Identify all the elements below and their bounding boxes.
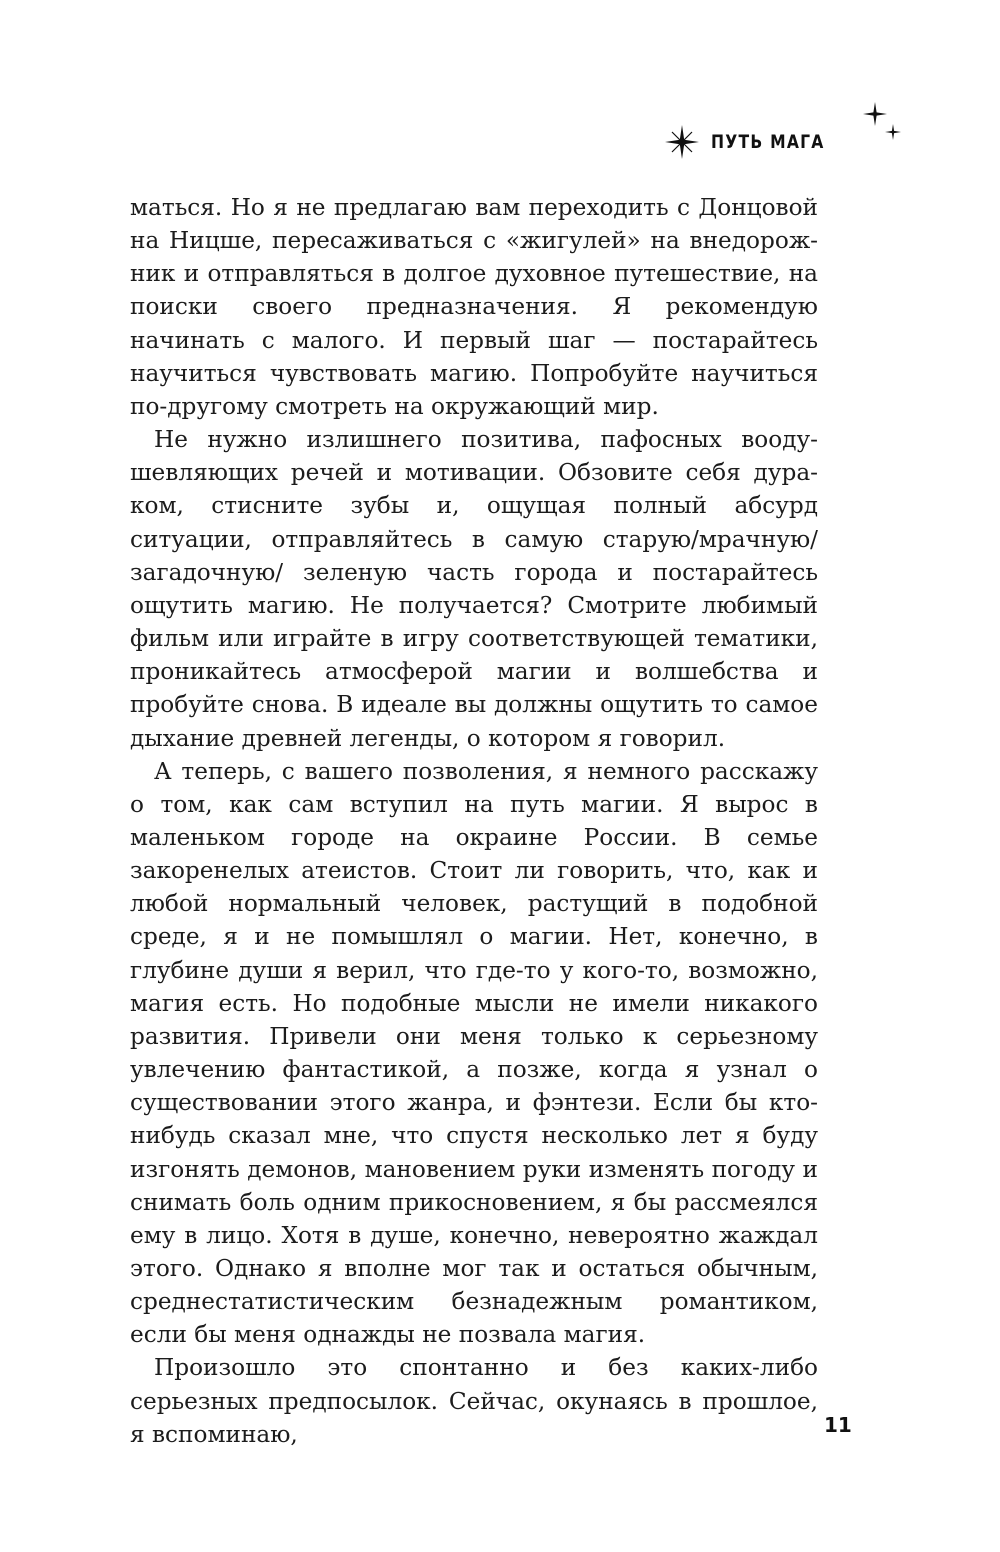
sparkle-stars-icon <box>862 102 902 144</box>
paragraph: А теперь, с вашего позволения, я немного расскажу о том, как сам вступил на путь магии. Я вырос в маленьком городе на окраине России. В семье закоренелых атеистов. Стоит ли говорить, что, как и любой нормальный человек, растущий в подобной среде, я и не помышлял о магии. Нет, конечно, в глубине души я верил, что где-то у кого-то, возможно, магия есть. Но подобные мысли не имели никакого развития. Привели они меня только к серьезному увлечению фантастикой, а позже, когда я узнал о существовании этого жанра, и фэнтези. Если бы кто-нибудь сказал мне, что спустя несколько лет я буду изгонять демонов, мановением руки изменять погоду и снимать боль одним прикосновением, я бы рассмеялся ему в лицо. Хотя в душе, конечно, невероятно жаждал этого. Однако я вполне мог так и остаться обычным, среднестатистическим безнадежным романтиком, если бы меня однажды не позвала магия. <box>130 757 818 1349</box>
paragraph: Не нужно излишнего позитива, пафосных воодушевляющих речей и мотивации. Обзовите себя дураком, стисните зубы и, ощущая полный абсурд ситуации, отправляйтесь в самую старую/мрачную/загадочную/ зеленую часть города и постарайтесь ощутить магию. Не получается? Смотрите любимый фильм или играйте в игру соответствующей тематики, проникайтесь атмосферой магии и волшебства и пробуйте снова. В идеале вы должны ощутить то самое дыхание древней легенды, о котором я говорил. <box>130 426 818 752</box>
body-text <box>130 191 818 1451</box>
running-header <box>665 125 850 159</box>
four-point-star-icon <box>665 125 699 159</box>
paragraph: маться. Но я не предлагаю вам переходить с Донцовой на Ницше, пересаживаться с «жигулей» на внедорожник и отправляться в долгое духовное путешествие, на поиски своего предназначения. Я рекомендую начинать с малого. И первый шаг — постарайтесь научиться чувствовать магию. Попробуйте научиться по-другому смотреть на окружающий мир. <box>130 194 818 420</box>
running-header-title: ПУТЬ МАГА <box>711 131 826 153</box>
page-number: 11 <box>824 1413 852 1437</box>
paragraph: Произошло это спонтанно и без каких-либо серьезных предпосылок. Сейчас, окунаясь в прошлое, я вспоминаю, <box>130 1354 818 1448</box>
